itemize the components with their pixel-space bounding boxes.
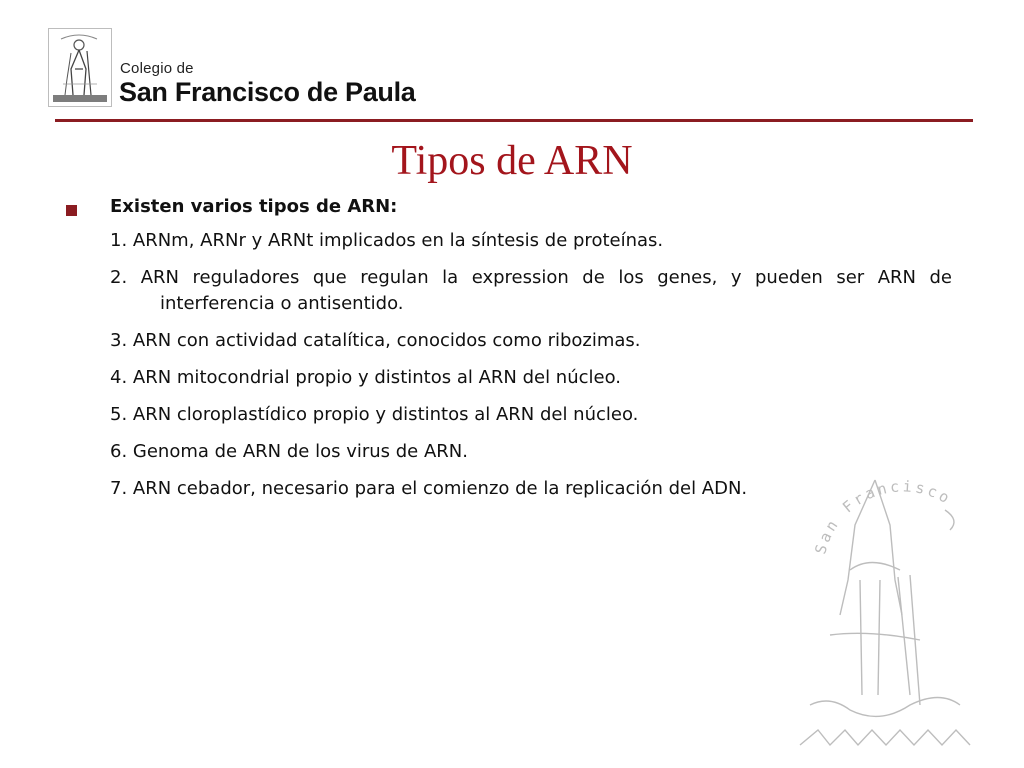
brand-name: San Francisco de Paula — [119, 77, 416, 107]
list-item: 6. Genoma de ARN de los virus de ARN. — [110, 441, 468, 462]
list-item: 4. ARN mitocondrial propio y distintos al ARN del núcleo. — [110, 367, 622, 388]
svg-text:San Francisco de Paula: San Francisco — [811, 477, 956, 557]
list-item: 1. ARNm, ARNr y ARNt implicados en la síntesis de proteínas. — [110, 230, 664, 251]
brand-prefix: Colegio de — [120, 60, 194, 77]
slide-content — [60, 196, 952, 513]
school-logo — [48, 28, 112, 107]
slide-title: Tipos de ARN — [391, 138, 633, 184]
list-item: 3. ARN con actividad catalítica, conocidos como ribozimas. — [110, 330, 641, 351]
saint-figure-logo-icon — [49, 29, 111, 106]
lead-text: Existen varios tipos de ARN: — [110, 196, 398, 217]
list-item: 2. ARN reguladores que regulan la expression de los genes, y pueden ser ARN de interferencia o antisentido. — [110, 267, 952, 314]
list-item: 5. ARN cloroplastídico propio y distintos al ARN del núcleo. — [110, 404, 639, 425]
list-item: 7. ARN cebador, necesario para el comienzo de la replicación del ADN. — [110, 478, 748, 499]
square-bullet-icon — [66, 205, 77, 216]
lead-line — [60, 196, 952, 217]
header-divider — [55, 119, 973, 122]
